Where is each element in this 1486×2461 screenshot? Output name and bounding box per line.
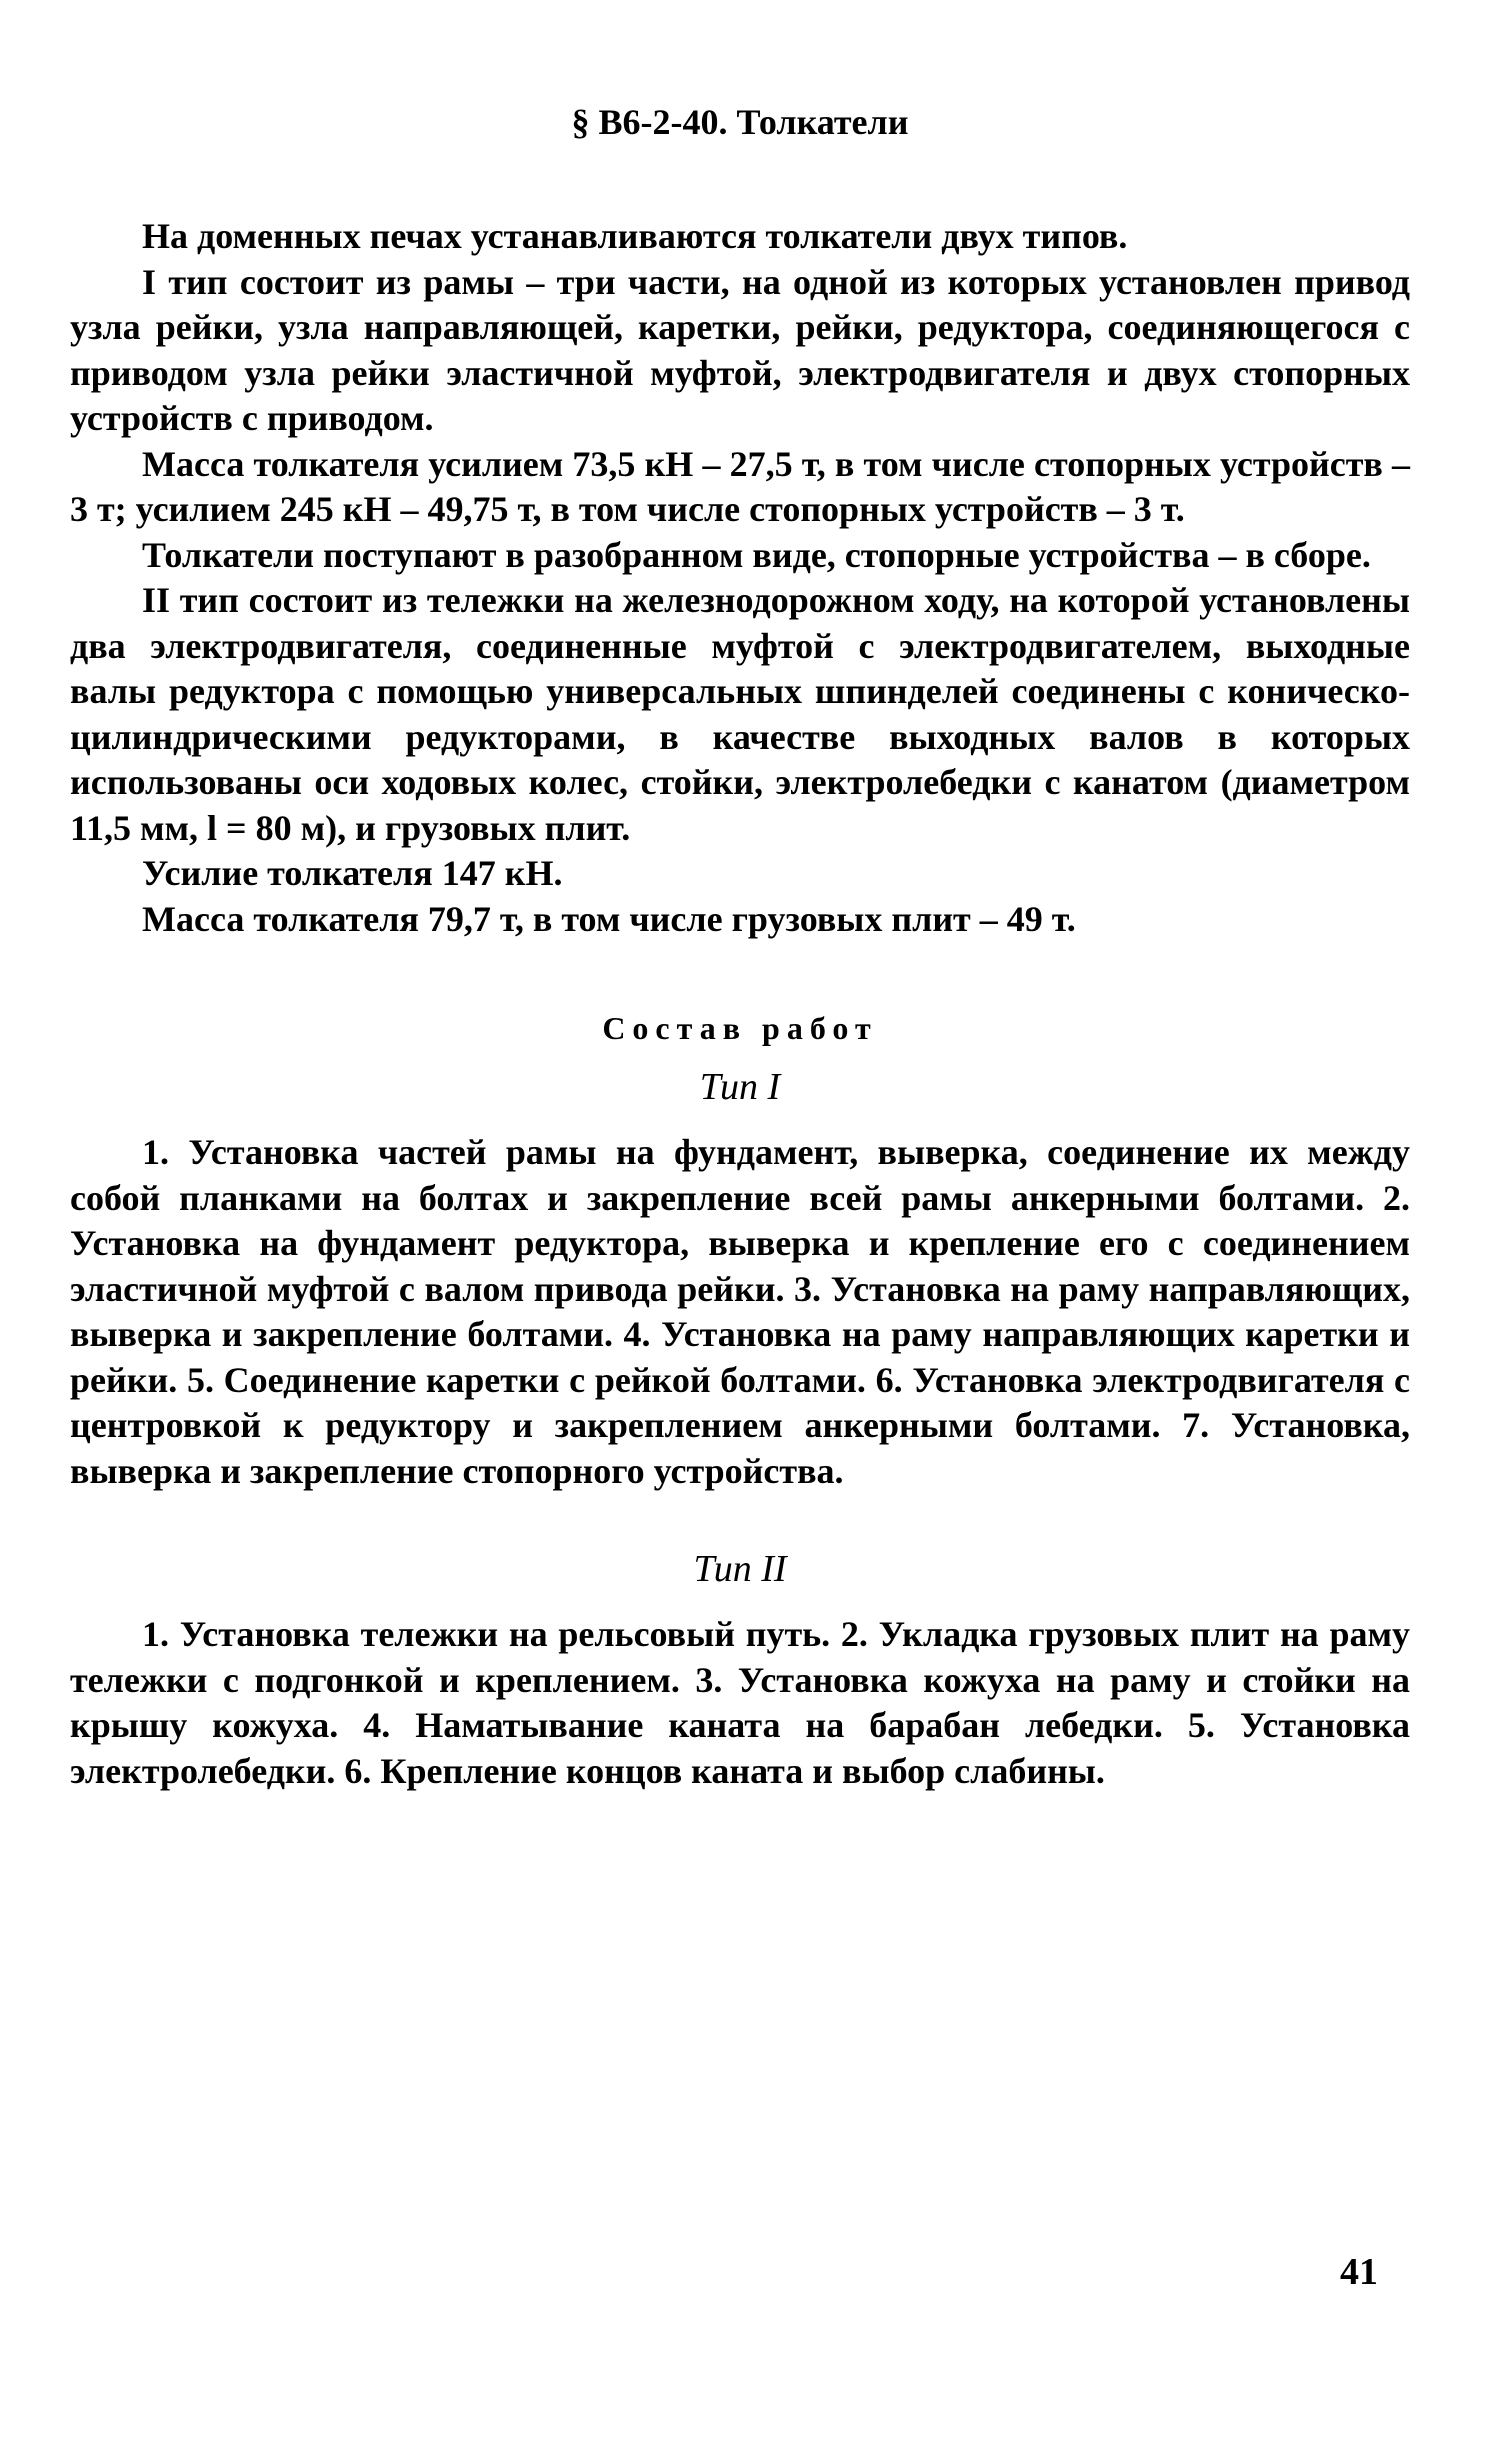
work-composition-heading: Состав работ (602, 1010, 878, 1046)
paragraph: II тип состоит из тележки на железнодорожном ходу, на которой установлены два электродвигателя, соединенные муфтой с электродвигателем, выходные валы редуктора с помощью универсальных шпинделей соединены с коническо-цилиндрическими редукторами, в качестве выходных валов в которых использованы оси ходовых колес, стойки, электролебедки с канатом (диаметром 11,5 мм, l = 80 м), и грузовых плит. (70, 580, 1410, 848)
intro-block (70, 214, 1410, 942)
type-1-steps: 1. Установка частей рамы на фундамент, выверка, соединение их между собой планками на болтах и закрепление всей рамы анкерными болтами. 2. Установка на фундамент редуктора, выверка и крепление его с соединением эластичной муфтой с валом привода рейки. 3. Установка на раму направляющих, выверка и закрепление болтами. 4. Установка на раму направляющих каретки и рейки. 5. Соединение каретки с рейкой болтами. 6. Установка электродвигателя с центровкой к редуктору и закреплением анкерными болтами. 7. Установка, выверка и закрепление стопорного устройства. (70, 1132, 1410, 1491)
type-1-heading: Тип I (699, 1066, 781, 1108)
document-page (70, 100, 1410, 1794)
section-title: § В6-2-40. Толкатели (571, 102, 909, 142)
paragraph: Толкатели поступают в разобранном виде, стопорные устройства – в сборе. (142, 534, 1371, 575)
paragraph: Усилие толкателя 147 кН. (142, 853, 563, 893)
paragraph: На доменных печах устанавливаются толкатели двух типов. (142, 216, 1128, 256)
paragraph: I тип состоит из рамы – три части, на одной из которых установлен привод узла рейки, узла направляющей, каретки, рейки, редуктора, соединяющегося с приводом узла рейки эластичной муфтой, электродвигателя и двух стопорных устройств с приводом. (70, 261, 1410, 438)
paragraph: Масса толкателя усилием 73,5 кН – 27,5 т, в том числе стопорных устройств – 3 т; усилием 245 кН – 49,75 т, в том числе стопорных устройств – 3 т. (70, 443, 1410, 529)
type-2-steps: 1. Установка тележки на рельсовый путь. 2. Укладка грузовых плит на раму тележки с подгонкой и креплением. 3. Установка кожуха на раму и стойки на крышу кожуха. 4. Наматывание каната на барабан лебедки. 5. Установка электролебедки. 6. Крепление концов каната и выбор слабины. (70, 1614, 1410, 1791)
page-number: 41 (1340, 2251, 1378, 2293)
paragraph: Масса толкателя 79,7 т, в том числе грузовых плит – 49 т. (142, 898, 1076, 939)
type-2-heading: Тип II (693, 1548, 787, 1590)
